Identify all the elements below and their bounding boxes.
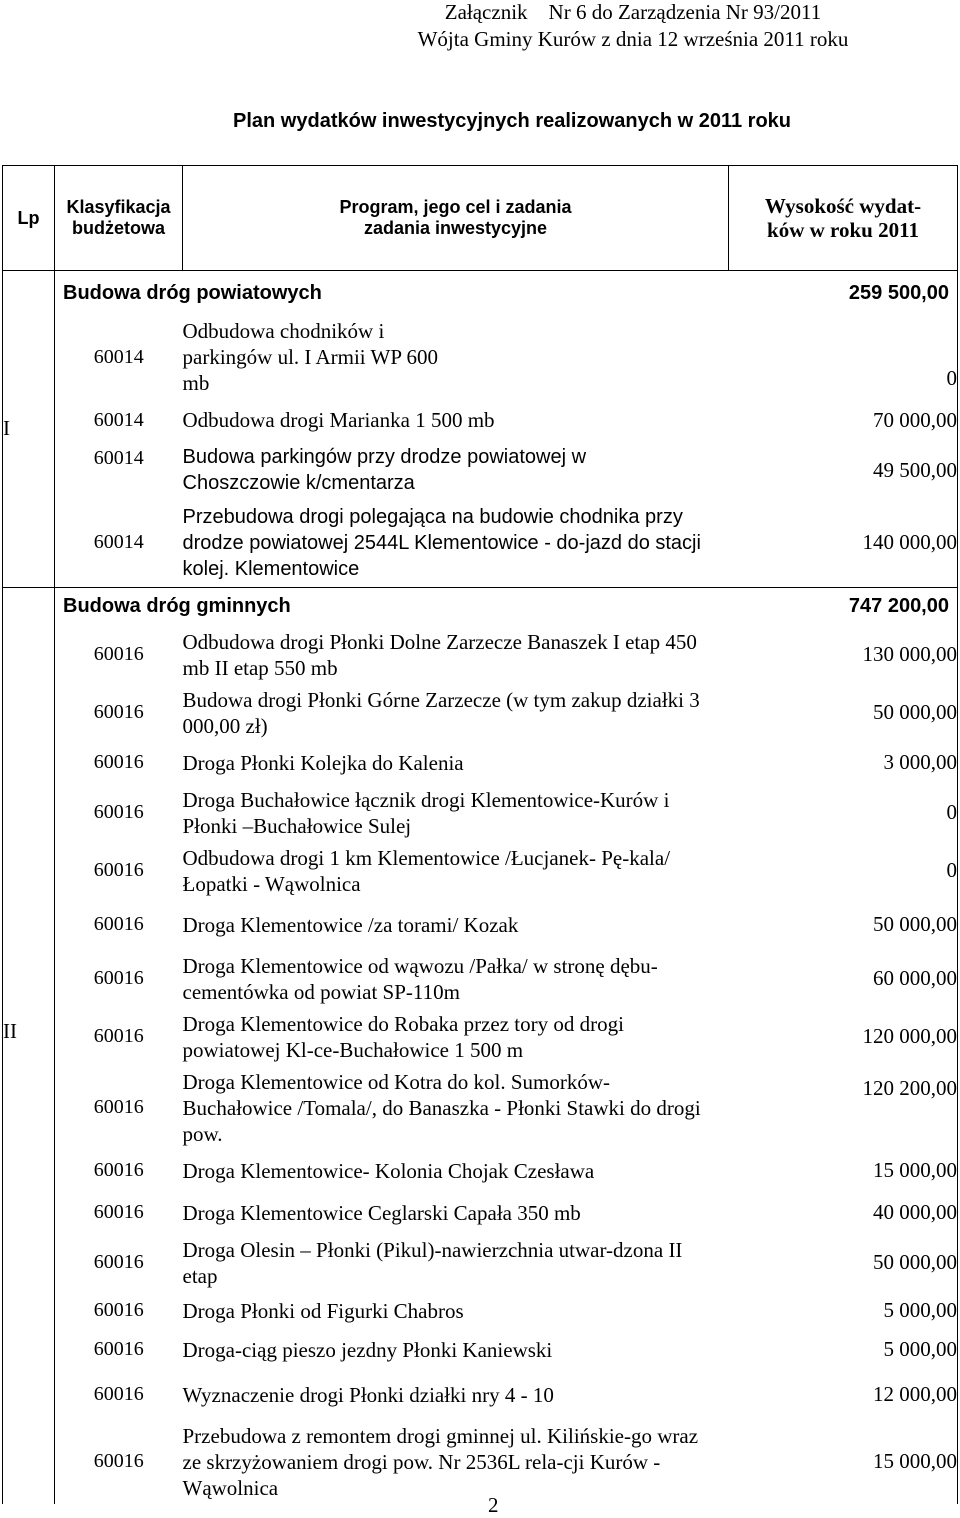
budget-code: 60016: [93, 1450, 144, 1472]
task-description: Droga-ciąg pieszo jezdny Płonki Kaniewski: [182, 1337, 553, 1362]
task-description: Przebudowa drogi polegająca na budowie chodnika przy drodze powiatowej 2544L Klementowice - do-jazd do stacji kolej. Klementowice: [183, 499, 729, 587]
task-amount: 50 000,00: [729, 1234, 958, 1292]
header-klasyfikacja: Klasyfikacja budżetowa: [55, 166, 183, 271]
task-amount: 120 000,00: [729, 1008, 958, 1066]
task-amount: 70 000,00: [729, 399, 958, 441]
budget-code: 60016: [93, 801, 144, 823]
table-row: [3, 1420, 958, 1504]
task-description: Droga Klementowice- Kolonia Chojak Czesława: [182, 1158, 595, 1183]
budget-code: 60016: [93, 1251, 144, 1273]
table-row: [3, 784, 958, 842]
table-row: [3, 499, 958, 587]
document-title: Plan wydatków inwestycyjnych realizowanych w 2011 roku: [233, 110, 791, 132]
task-description: Droga Klementowice /za torami/ Kozak: [182, 912, 519, 937]
budget-code: 60016: [93, 913, 144, 935]
table-row: [3, 950, 958, 1008]
task-amount: 40 000,00: [729, 1192, 958, 1234]
table-row: [3, 1370, 958, 1420]
budget-code: 60016: [93, 1096, 144, 1118]
attachment-header: Załącznik Nr 6 do Zarządzenia Nr 93/2011: [444, 0, 822, 24]
section-number: I: [3, 271, 55, 588]
budget-code: 60014: [55, 499, 183, 587]
table-row: [3, 842, 958, 900]
task-amount: 0: [729, 842, 958, 900]
task-description: Wyznaczenie drogi Płonki działki nry 4 - 10: [182, 1382, 554, 1407]
task-amount: 60 000,00: [729, 950, 958, 1008]
task-description: Budowa drogi Płonki Górne Zarzecze (w tym zakup działki 3 000,00 zł): [182, 687, 700, 738]
table-row: [3, 1234, 958, 1292]
task-description: Droga Klementowice od Kotra do kol. Sumorków-Buchałowice /Tomala/, do Banaszka - Płonki Stawki do drogi pow.: [182, 1069, 701, 1146]
task-description: Droga Płonki od Figurki Chabros: [182, 1298, 464, 1323]
task-amount: 5 000,00: [729, 1330, 958, 1370]
task-description: Budowa parkingów przy drodze powiatowej w Choszczowie k/cmentarza: [182, 446, 587, 494]
task-description: Droga Klementowice Ceglarski Capała 350 mb: [182, 1200, 581, 1225]
table-row: [3, 1292, 958, 1330]
task-amount: 130 000,00: [729, 626, 958, 684]
task-amount: 49 500,00: [729, 441, 958, 499]
section-amount: 747 200,00: [729, 587, 958, 626]
task-description: Droga Klementowice do Robaka przez tory od drogi powiatowej Kl-ce-Buchałowice 1 500 m: [182, 1011, 624, 1062]
table-row: [3, 441, 958, 499]
task-amount: 3 000,00: [729, 742, 958, 784]
section-row: [3, 271, 958, 316]
task-amount: 140 000,00: [729, 499, 958, 587]
task-amount: 15 000,00: [729, 1420, 958, 1504]
task-amount: 12 000,00: [729, 1370, 958, 1420]
task-amount: 0: [729, 315, 958, 399]
budget-code: 60014: [93, 447, 144, 469]
task-description: Droga Olesin – Płonki (Pikul)-nawierzchnia utwar-dzona II etap: [182, 1237, 683, 1288]
table-row: [3, 742, 958, 784]
budget-code: 60016: [93, 859, 144, 881]
task-description: Odbudowa drogi Płonki Dolne Zarzecze Banaszek I etap 450 mb II etap 550 mb: [182, 629, 697, 680]
budget-code: 60016: [93, 751, 144, 773]
budget-code: 60016: [93, 1159, 144, 1181]
budget-code: 60016: [93, 1299, 144, 1321]
attachment-subheader: Wójta Gminy Kurów z dnia 12 września 2011 roku: [417, 27, 849, 51]
section-number: II: [3, 573, 55, 1490]
task-amount: 5 000,00: [729, 1292, 958, 1330]
budget-code: 60016: [93, 701, 144, 723]
table-row: [3, 1008, 958, 1066]
table-row: [3, 1066, 958, 1150]
section-amount: 259 500,00: [729, 271, 958, 316]
table-row: [3, 900, 958, 950]
page-number: 2: [488, 1493, 499, 1517]
task-description: Droga Klementowice od wąwozu /Pałka/ w stronę dębu-cementówka od powiat SP-110m: [182, 953, 658, 1004]
task-description: Odbudowa drogi Marianka 1 500 mb: [182, 408, 495, 432]
task-description: Droga Buchałowice łącznik drogi Klementowice-Kurów i Płonki –Buchałowice Sulej: [182, 787, 670, 838]
section-row: [3, 587, 958, 626]
budget-code: 60016: [93, 1201, 144, 1223]
table-row: [3, 399, 958, 441]
task-description: Przebudowa z remontem drogi gminnej ul. Kilińskie-go wraz ze skrzyżowaniem drogi pow. Nr 2536L rela-cji Kurów - Wąwolnica: [182, 1423, 699, 1500]
task-amount: 50 000,00: [729, 900, 958, 950]
investment-table: [2, 165, 958, 1504]
task-description: Droga Płonki Kolejka do Kalenia: [182, 750, 464, 775]
table-row: [3, 626, 958, 684]
task-amount: 0: [729, 784, 958, 842]
task-amount: 50 000,00: [729, 684, 958, 742]
task-description: Odbudowa drogi 1 km Klementowice /Łucjanek- Pę-kala/Łopatki - Wąwolnica: [182, 845, 671, 896]
header-lp: Lp: [3, 166, 55, 271]
budget-code: 60016: [93, 967, 144, 989]
header-program: Program, jego cel i zadania zadania inwestycyjne: [183, 166, 729, 271]
budget-code: 60014: [93, 408, 144, 431]
budget-code: 60014: [93, 345, 144, 368]
budget-code: 60016: [93, 1338, 144, 1360]
table-row: [3, 1150, 958, 1192]
budget-code: 60016: [93, 1025, 144, 1047]
table-row: [3, 684, 958, 742]
table-row: [3, 1330, 958, 1370]
task-description: Odbudowa chodników i parkingów ul. I Armii WP 600 mb: [182, 319, 438, 395]
task-amount: 15 000,00: [729, 1150, 958, 1192]
section-name: Budowa dróg powiatowych: [63, 281, 322, 304]
budget-code: 60016: [93, 643, 144, 665]
table-row: [3, 315, 958, 399]
section-name: Budowa dróg gminnych: [63, 595, 291, 617]
header-wysokosc: Wysokość wydat-ków w roku 2011: [729, 166, 958, 271]
table-header-row: [3, 166, 958, 271]
table-row: [3, 1192, 958, 1234]
task-amount: 120 200,00: [729, 1066, 958, 1150]
budget-code: 60016: [93, 1383, 144, 1405]
